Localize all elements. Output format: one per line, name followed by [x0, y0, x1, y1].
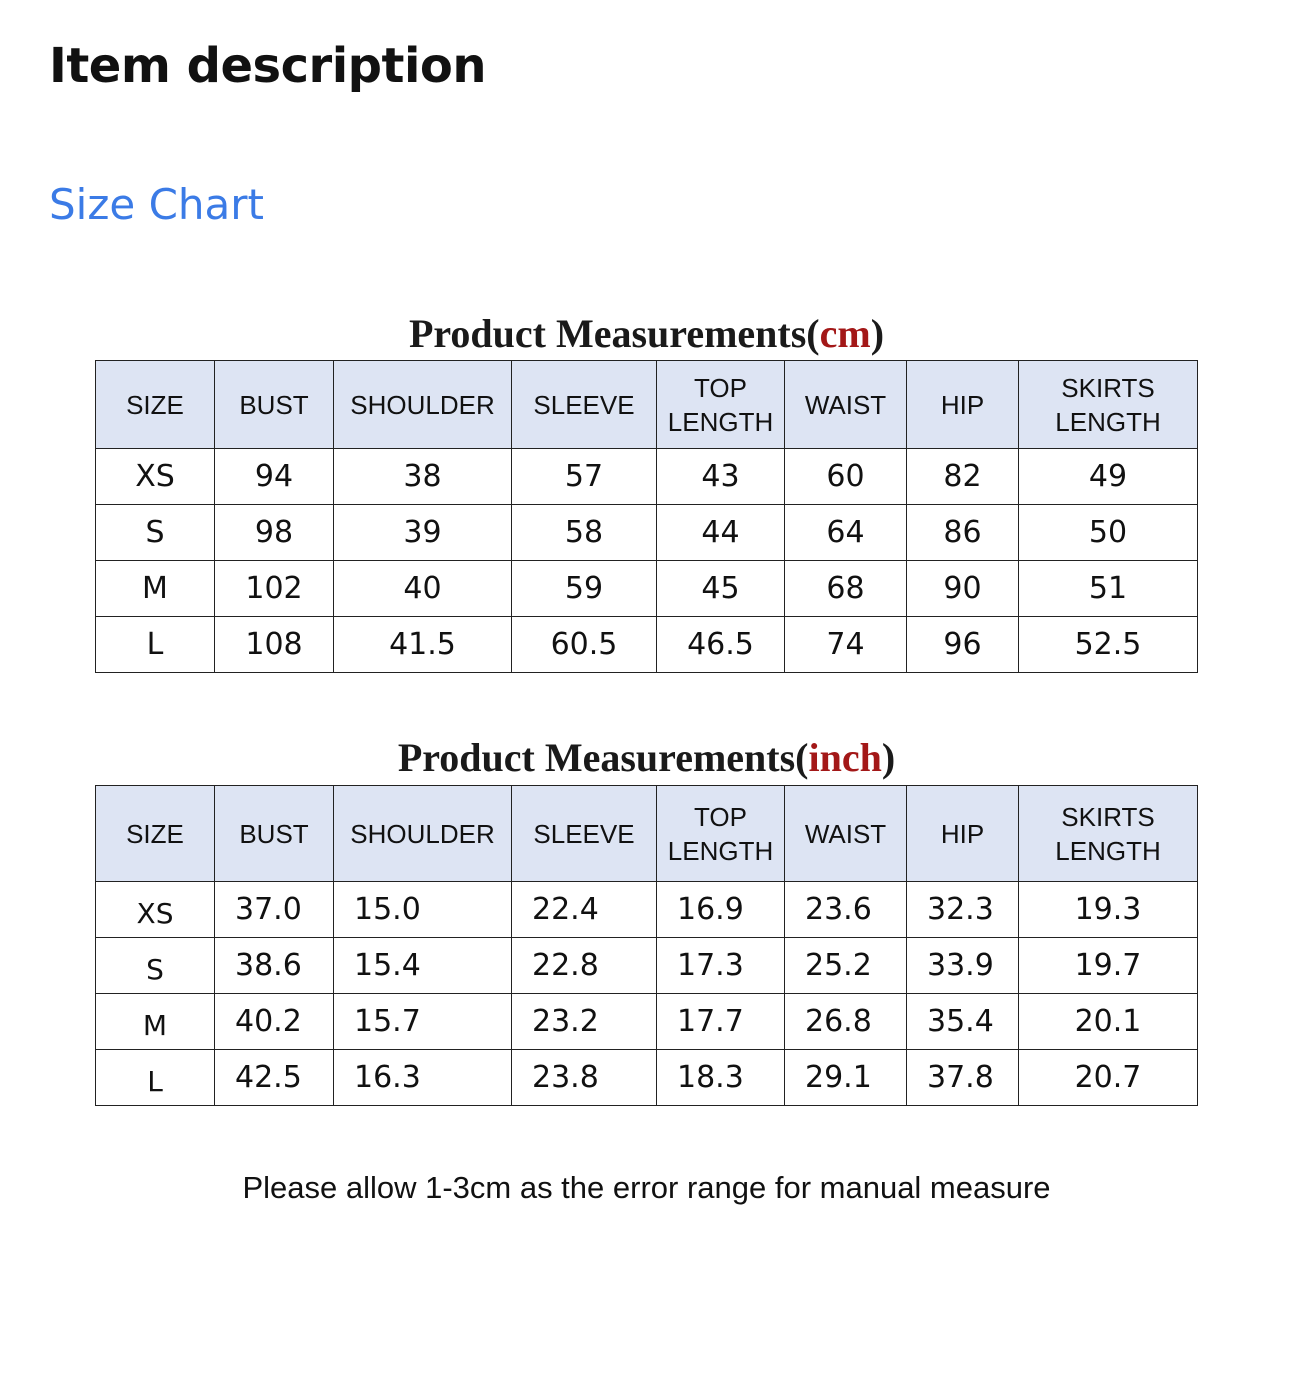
- table-cell: 43: [657, 449, 785, 505]
- cm-title-unit: cm: [819, 311, 871, 356]
- table-row: [96, 882, 1198, 938]
- table-cell: 23.8: [512, 1050, 657, 1106]
- inch-title-close: ): [881, 735, 896, 780]
- table-cell: 41.5: [334, 617, 512, 673]
- measurement-note: Please allow 1-3cm as the error range for manual measure: [242, 1170, 1051, 1205]
- size-cell: XS: [96, 449, 215, 505]
- cm-measurement-table: [95, 360, 1198, 673]
- table-cell: 16.3: [334, 1050, 512, 1106]
- size-cell: S: [96, 938, 215, 994]
- table-cell: 37.0: [215, 882, 334, 938]
- inch-measurement-table: [95, 785, 1198, 1106]
- table-row: [96, 505, 1198, 561]
- table-cell: 39: [334, 505, 512, 561]
- size-cell: M: [96, 994, 215, 1050]
- table-cell: 32.3: [907, 882, 1019, 938]
- cm-header-skirts-length: SKIRTS LENGTH: [1019, 361, 1198, 449]
- table-cell: 33.9: [907, 938, 1019, 994]
- table-cell: 37.8: [907, 1050, 1019, 1106]
- page-title: Item description: [49, 38, 487, 94]
- table-cell: 52.5: [1019, 617, 1198, 673]
- table-cell: 35.4: [907, 994, 1019, 1050]
- size-cell: L: [96, 617, 215, 673]
- table-cell: 19.3: [1019, 882, 1198, 938]
- size-cell: L: [96, 1050, 215, 1106]
- inch-header-skirts-length: SKIRTS LENGTH: [1019, 786, 1198, 882]
- table-cell: 46.5: [657, 617, 785, 673]
- table-cell: 86: [907, 505, 1019, 561]
- inch-title-main: Product Measurements(: [397, 735, 809, 780]
- inch-header-hip: HIP: [907, 786, 1019, 882]
- table-row: [96, 938, 1198, 994]
- inch-header-bust: BUST: [215, 786, 334, 882]
- table-cell: 64: [785, 505, 907, 561]
- cm-header-sleeve: SLEEVE: [512, 361, 657, 449]
- table-cell: 15.4: [334, 938, 512, 994]
- table-cell: 40.2: [215, 994, 334, 1050]
- table-cell: 22.8: [512, 938, 657, 994]
- table-cell: 15.7: [334, 994, 512, 1050]
- table-cell: 29.1: [785, 1050, 907, 1106]
- size-chart-image: [95, 300, 1198, 1230]
- table-cell: 94: [215, 449, 334, 505]
- size-cell: M: [96, 561, 215, 617]
- inch-title-unit: inch: [808, 735, 882, 780]
- size-cell: S: [96, 505, 215, 561]
- table-cell: 90: [907, 561, 1019, 617]
- table-cell: 44: [657, 505, 785, 561]
- cm-header-bust: BUST: [215, 361, 334, 449]
- table-cell: 82: [907, 449, 1019, 505]
- table-cell: 49: [1019, 449, 1198, 505]
- table-cell: 23.6: [785, 882, 907, 938]
- table-cell: 102: [215, 561, 334, 617]
- cm-header-hip: HIP: [907, 361, 1019, 449]
- inch-table-header-row: [96, 786, 1198, 882]
- table-cell: 57: [512, 449, 657, 505]
- table-cell: 60.5: [512, 617, 657, 673]
- inch-header-sleeve: SLEEVE: [512, 786, 657, 882]
- table-cell: 23.2: [512, 994, 657, 1050]
- table-cell: 96: [907, 617, 1019, 673]
- table-cell: 98: [215, 505, 334, 561]
- inch-header-top-length: TOP LENGTH: [657, 786, 785, 882]
- table-cell: 50: [1019, 505, 1198, 561]
- table-cell: 38: [334, 449, 512, 505]
- inch-table-title: [95, 734, 1198, 782]
- table-row: [96, 1050, 1198, 1106]
- inch-header-waist: WAIST: [785, 786, 907, 882]
- table-cell: 16.9: [657, 882, 785, 938]
- cm-title-close: ): [870, 311, 885, 356]
- table-cell: 17.3: [657, 938, 785, 994]
- cm-table-title: [95, 310, 1198, 358]
- cm-header-size: SIZE: [96, 361, 215, 449]
- table-cell: 25.2: [785, 938, 907, 994]
- cm-header-waist: WAIST: [785, 361, 907, 449]
- cm-title-main: Product Measurements(: [408, 311, 820, 356]
- table-cell: 20.7: [1019, 1050, 1198, 1106]
- table-cell: 108: [215, 617, 334, 673]
- table-cell: 18.3: [657, 1050, 785, 1106]
- table-cell: 17.7: [657, 994, 785, 1050]
- table-row: [96, 617, 1198, 673]
- table-cell: 22.4: [512, 882, 657, 938]
- table-cell: 58: [512, 505, 657, 561]
- cm-header-top-length: TOP LENGTH: [657, 361, 785, 449]
- table-cell: 26.8: [785, 994, 907, 1050]
- inch-header-shoulder: SHOULDER: [334, 786, 512, 882]
- inch-header-size: SIZE: [96, 786, 215, 882]
- table-cell: 68: [785, 561, 907, 617]
- table-cell: 19.7: [1019, 938, 1198, 994]
- table-cell: 60: [785, 449, 907, 505]
- size-cell: XS: [96, 882, 215, 938]
- cm-table-header-row: [96, 361, 1198, 449]
- size-chart-link[interactable]: Size Chart: [49, 180, 264, 229]
- table-cell: 38.6: [215, 938, 334, 994]
- table-cell: 20.1: [1019, 994, 1198, 1050]
- table-cell: 51: [1019, 561, 1198, 617]
- table-row: [96, 449, 1198, 505]
- cm-header-shoulder: SHOULDER: [334, 361, 512, 449]
- table-cell: 15.0: [334, 882, 512, 938]
- table-cell: 42.5: [215, 1050, 334, 1106]
- table-cell: 59: [512, 561, 657, 617]
- table-cell: 40: [334, 561, 512, 617]
- table-cell: 45: [657, 561, 785, 617]
- table-row: [96, 561, 1198, 617]
- table-cell: 74: [785, 617, 907, 673]
- table-row: [96, 994, 1198, 1050]
